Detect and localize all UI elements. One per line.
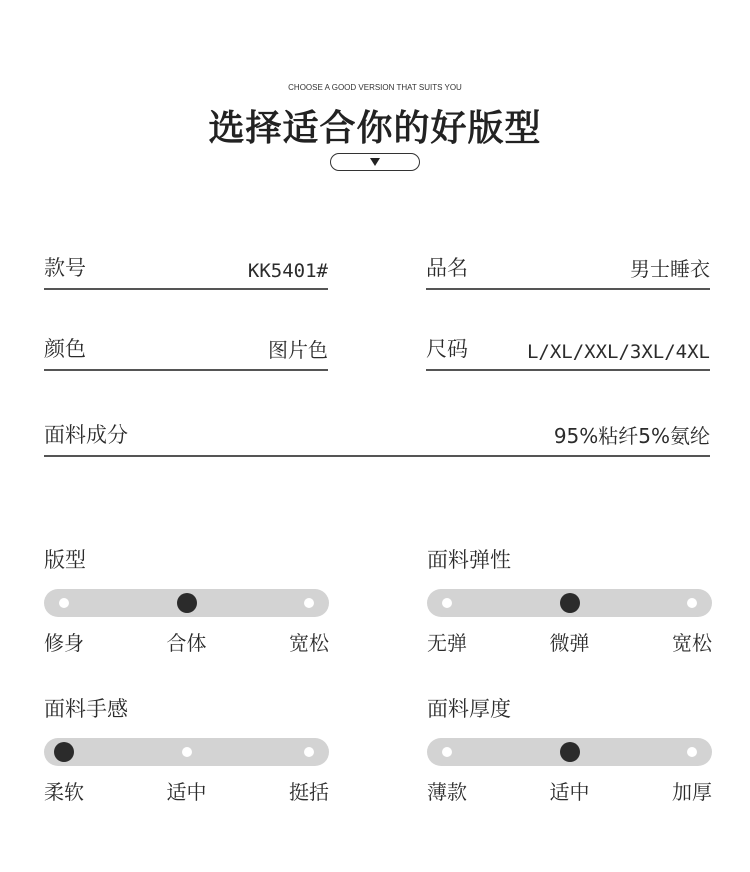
scale-option: 宽松	[672, 631, 712, 655]
scale-option: 微弹	[549, 631, 590, 655]
scale-dot	[687, 747, 697, 757]
scale-track	[44, 738, 329, 766]
scale-title: 面料弹性	[427, 548, 511, 572]
scale-option: 加厚	[672, 780, 712, 804]
scale-dot	[304, 747, 314, 757]
scale-dot	[59, 598, 69, 608]
spec-label: 款号	[44, 256, 86, 280]
scale-dot-selected	[560, 593, 580, 613]
scale-title: 面料厚度	[427, 697, 511, 721]
scale-dot-selected	[560, 742, 580, 762]
spec-label: 尺码	[426, 337, 468, 361]
spec-value: 95%粘纤5%氨纶	[553, 424, 710, 448]
spec-size	[426, 337, 710, 371]
spec-value: 男士睡衣	[630, 257, 710, 281]
scale-dot	[182, 747, 192, 757]
scale-hand-feel	[44, 693, 329, 804]
spec-color	[44, 337, 328, 371]
scale-title: 面料手感	[44, 697, 128, 721]
scale-option: 适中	[166, 780, 207, 804]
scale-dot-selected	[54, 742, 74, 762]
scale-option: 柔软	[44, 780, 84, 804]
spec-value: L/XL/XXL/3XL/4XL	[526, 341, 710, 363]
spec-label: 面料成分	[44, 423, 128, 447]
spec-value: KK5401#	[247, 260, 328, 282]
scale-option: 薄款	[427, 780, 467, 804]
scale-thickness	[427, 693, 712, 804]
spec-label: 颜色	[44, 337, 86, 361]
scale-option: 挺括	[289, 780, 329, 804]
scale-elasticity	[427, 544, 712, 655]
scale-fit	[44, 544, 329, 655]
scale-dot-selected	[177, 593, 197, 613]
scale-dot	[442, 747, 452, 757]
scale-track	[44, 589, 329, 617]
scale-dot	[304, 598, 314, 608]
page-title: 选择适合你的好版型	[208, 108, 542, 149]
scale-option: 修身	[44, 631, 84, 655]
spec-product-name	[426, 256, 710, 290]
scale-track	[427, 738, 712, 766]
spec-label: 品名	[426, 256, 468, 280]
spec-fabric	[44, 423, 710, 457]
triangle-down-icon	[370, 158, 380, 166]
header-subtitle: CHOOSE A GOOD VERSION THAT SUITS YOU	[288, 83, 462, 92]
spec-value: 图片色	[268, 338, 328, 362]
down-arrow-pill	[330, 153, 420, 171]
scale-option: 无弹	[427, 631, 467, 655]
scale-option: 宽松	[289, 631, 329, 655]
scale-dot	[442, 598, 452, 608]
scale-option: 适中	[549, 780, 590, 804]
scale-option: 合体	[166, 631, 207, 655]
spec-style-no	[44, 256, 328, 290]
scale-track	[427, 589, 712, 617]
scale-title: 版型	[44, 548, 86, 572]
scale-dot	[687, 598, 697, 608]
